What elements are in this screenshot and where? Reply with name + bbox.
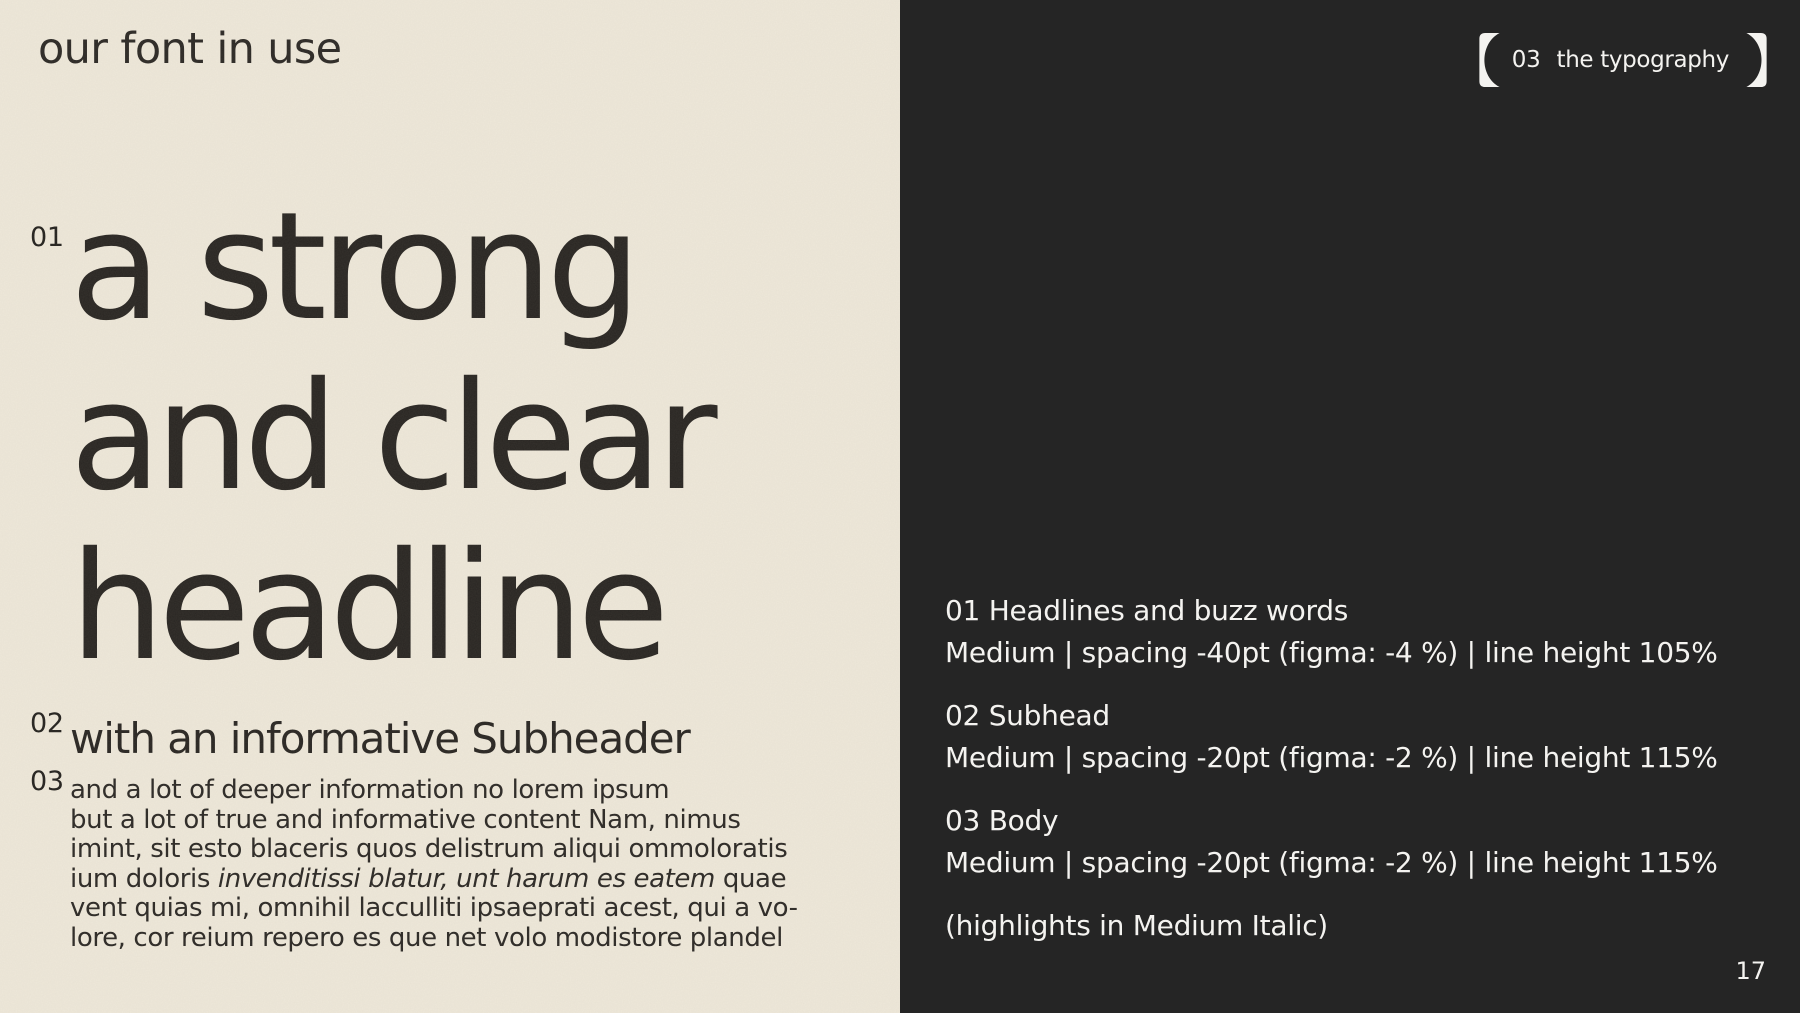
spec-note: (highlights in Medium Italic): [945, 909, 1328, 942]
headline: [70, 183, 712, 693]
section-number: 03: [1511, 47, 1541, 73]
spec-block-headlines: [945, 590, 1765, 674]
body-line: ium doloris invenditissi blatur, unt harum es eatem quae: [70, 863, 787, 894]
body-line: lore, cor reium repero es que net volo modistore plandel: [70, 922, 783, 953]
spec-block-body: [945, 800, 1765, 884]
spec-detail: Medium | spacing -20pt (figma: -2 %) | line height 115%: [945, 741, 1718, 774]
body-line: imint, sit esto blaceris quos delistrum aliqui ommoloratis: [70, 834, 788, 864]
headline-line: and clear: [70, 351, 712, 524]
headline-index-label: 01: [30, 222, 64, 253]
body-index-label: 03: [30, 766, 64, 797]
right-bracket-icon: [1746, 33, 1767, 87]
section-badge: [1479, 33, 1767, 87]
spec-detail: Medium | spacing -40pt (figma: -4 %) | line height 105%: [945, 636, 1718, 669]
section-label: the typography: [1556, 47, 1729, 73]
right-panel: [900, 0, 1800, 1013]
page-number: 17: [1735, 957, 1766, 985]
subheader-index-label: 02: [30, 708, 64, 739]
body-line: and a lot of deeper information no lorem ipsum: [70, 775, 670, 805]
subheader: with an informative Subheader: [70, 714, 690, 763]
spec-block-subhead: [945, 695, 1765, 779]
spec-title: 03 Body: [945, 804, 1059, 837]
type-specs: [945, 590, 1765, 947]
kicker-title: our font in use: [38, 24, 342, 74]
left-bracket-icon: [1479, 33, 1500, 87]
spec-title: 01 Headlines and buzz words: [945, 594, 1349, 627]
body-copy: [70, 776, 798, 953]
headline-line: headline: [70, 521, 664, 694]
spec-detail: Medium | spacing -20pt (figma: -2 %) | line height 115%: [945, 846, 1718, 879]
body-line: vent quias mi, omnihil lacculliti ipsaeprati acest, qui a vo-: [70, 893, 798, 923]
headline-line: a strong: [70, 181, 636, 354]
spec-title: 02 Subhead: [945, 699, 1110, 732]
body-line: but a lot of true and informative content Nam, nimus: [70, 804, 741, 835]
